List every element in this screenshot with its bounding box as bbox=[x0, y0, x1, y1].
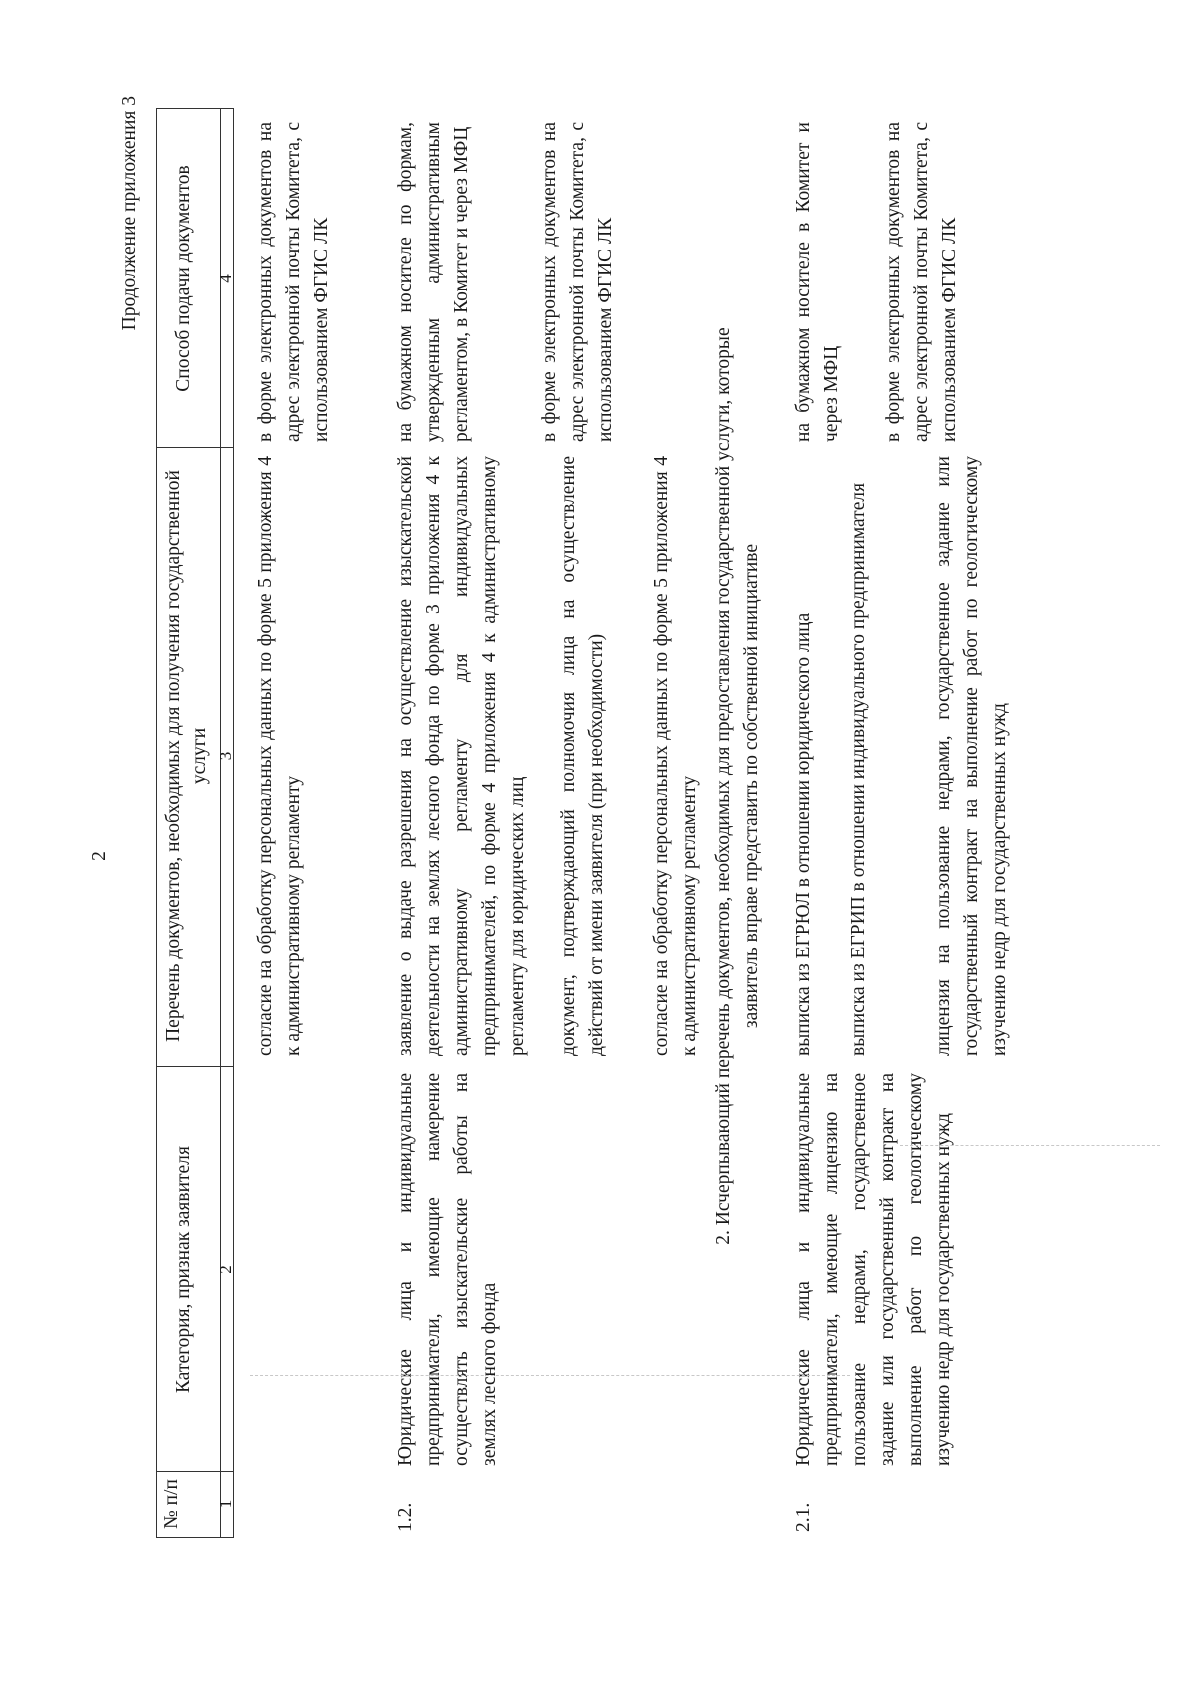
section-2-title: 2. Исчерпывающий перечень документов, необходимых для предоставления государственной услуги, которые заявитель вправе представить по собственной инициативе bbox=[713, 327, 762, 1245]
row-1-2-number: 1.2. bbox=[395, 1502, 416, 1532]
header-documents: Перечень документов, необходимых для получения государственной услуги bbox=[163, 470, 210, 1042]
scan-noise-line bbox=[900, 1145, 1160, 1146]
header-method: Способ подачи документов bbox=[173, 165, 194, 392]
cont-method-electronic: в форме электронных документов на адрес электронной почты Комитета, с использованием ФГИС ЛК bbox=[255, 122, 332, 442]
row-2-1-category: Юридические лица и индивидуальные предприниматели, имеющие лицензию на пользование недрами, государственное задание или государственный контракт на выполнение работ по геологическому изучению недр для государственных нужд bbox=[793, 1073, 954, 1466]
row-2-1-doc-egrul: выписка из ЕГРЮЛ в отношении юридического лица bbox=[793, 612, 814, 1056]
row-1-2-doc-application: заявление о выдаче разрешения на осуществление изыскательской деятельности на землях лесного фонда по форме 3 приложения 4 к административному регламенту для индивидуальных предпринимателей, по форме 4 приложения 4 к административному регламенту для юридических лиц bbox=[395, 456, 528, 1056]
continuation-title: Продолжение приложения 3 bbox=[119, 96, 140, 331]
row-1-2-category: Юридические лица и индивидуальные предприниматели, имеющие намерение осуществлять изыскательские работы на землях лесного фонда bbox=[395, 1073, 500, 1466]
row-2-1-method-paper: на бумажном носителе в Комитет и через МФЦ bbox=[793, 122, 842, 442]
scan-noise-line bbox=[250, 1375, 850, 1376]
row-1-2-method-electronic: в форме электронных документов на адрес электронной почты Комитета, с использованием ФГИС ЛК bbox=[539, 122, 616, 442]
column-number-3: 3 bbox=[216, 751, 235, 761]
row-2-1-doc-egrip: выписка из ЕГРИП в отношении индивидуального предпринимателя bbox=[848, 482, 869, 1056]
row-2-1-doc-license: лицензия на пользование недрами, государственное задание или государственный контракт на выполнение работ по геологическому изучению недр для государственных нужд bbox=[933, 456, 1010, 1056]
column-number-1: 1 bbox=[216, 1499, 235, 1509]
header-number: № п/п bbox=[161, 1479, 182, 1529]
header-category: Категория, признак заявителя bbox=[173, 1146, 194, 1393]
column-number-4: 4 bbox=[216, 274, 235, 283]
cont-doc-consent: согласие на обработку персональных данных по форме 5 приложения 4 к административному регламенту bbox=[255, 456, 304, 1056]
row-2-1-method-electronic: в форме электронных документов на адрес электронной почты Комитета, с использованием ФГИС ЛК bbox=[883, 122, 960, 442]
row-1-2-doc-authority: документ, подтверждающий полномочия лица на осуществление действий от имени заявителя (при необходимости) bbox=[558, 456, 607, 1056]
row-1-2-doc-consent: согласие на обработку персональных данных по форме 5 приложения 4 к административному регламенту bbox=[651, 456, 700, 1056]
row-1-2-method-paper: на бумажном носителе по формам, утвержденным административным регламентом, в Комитет и через МФЦ bbox=[395, 122, 472, 442]
column-number-2: 2 bbox=[216, 1265, 235, 1274]
page-number: 2 bbox=[89, 851, 110, 861]
row-2-1-number: 2.1. bbox=[793, 1502, 814, 1532]
